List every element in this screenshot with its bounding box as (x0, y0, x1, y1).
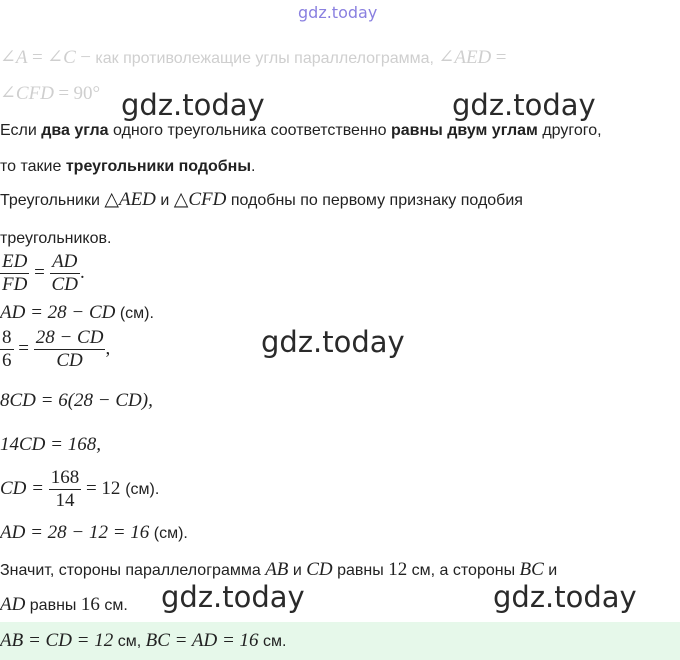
conclusion-line-1: Значит, стороны параллелограмма AB и CD равны 12 см, а стороны BC и (0, 559, 558, 580)
fraction-eq-1: $\frac{ED}{FD}$ = $\frac{AD}{CD}$ . (2, 251, 85, 295)
watermark: gdz.today (121, 88, 265, 122)
eq-8cd: 8CD = 6(28 − CD), (0, 390, 153, 411)
conclusion-line-2: AD равны 16 см. (0, 594, 128, 615)
watermark: gdz.today (493, 580, 637, 614)
answer-line: AB = CD = 12 см, BC = AD = 16 см. (0, 630, 287, 651)
rule-line-2: то такие треугольники подобны. (0, 158, 256, 175)
rule-line-1: Если два угла одного треугольника соответственно равны двум углам другого, (0, 122, 602, 139)
watermark: gdz.today (161, 580, 305, 614)
fraction-eq-2: $\frac{8}{6}$ = $\frac{28 - CD}{CD}$ , (2, 327, 111, 371)
similar-line-1: Треугольники △AED и △CFD подобны по первому признаку подобия (0, 189, 523, 210)
watermark: gdz.today (452, 88, 596, 122)
ad-definition: AD = 28 − CD (см). (0, 302, 154, 323)
faded-line-1: ∠A = ∠C − как противолежащие углы параллелограмма, ∠AED = (0, 47, 507, 68)
eq-14cd: 14CD = 168, (0, 434, 101, 455)
eq-ad-value: AD = 28 − 12 = 16 (см). (0, 522, 188, 543)
eq-cd-value: CD = $\frac{168}{14}$ = 12 (см). (0, 467, 160, 511)
watermark: gdz.today (261, 325, 405, 359)
top-watermark: gdz.today (298, 3, 378, 22)
similar-line-2: треугольников. (0, 230, 112, 247)
faded-line-2: ∠CFD = 90° (0, 83, 101, 104)
